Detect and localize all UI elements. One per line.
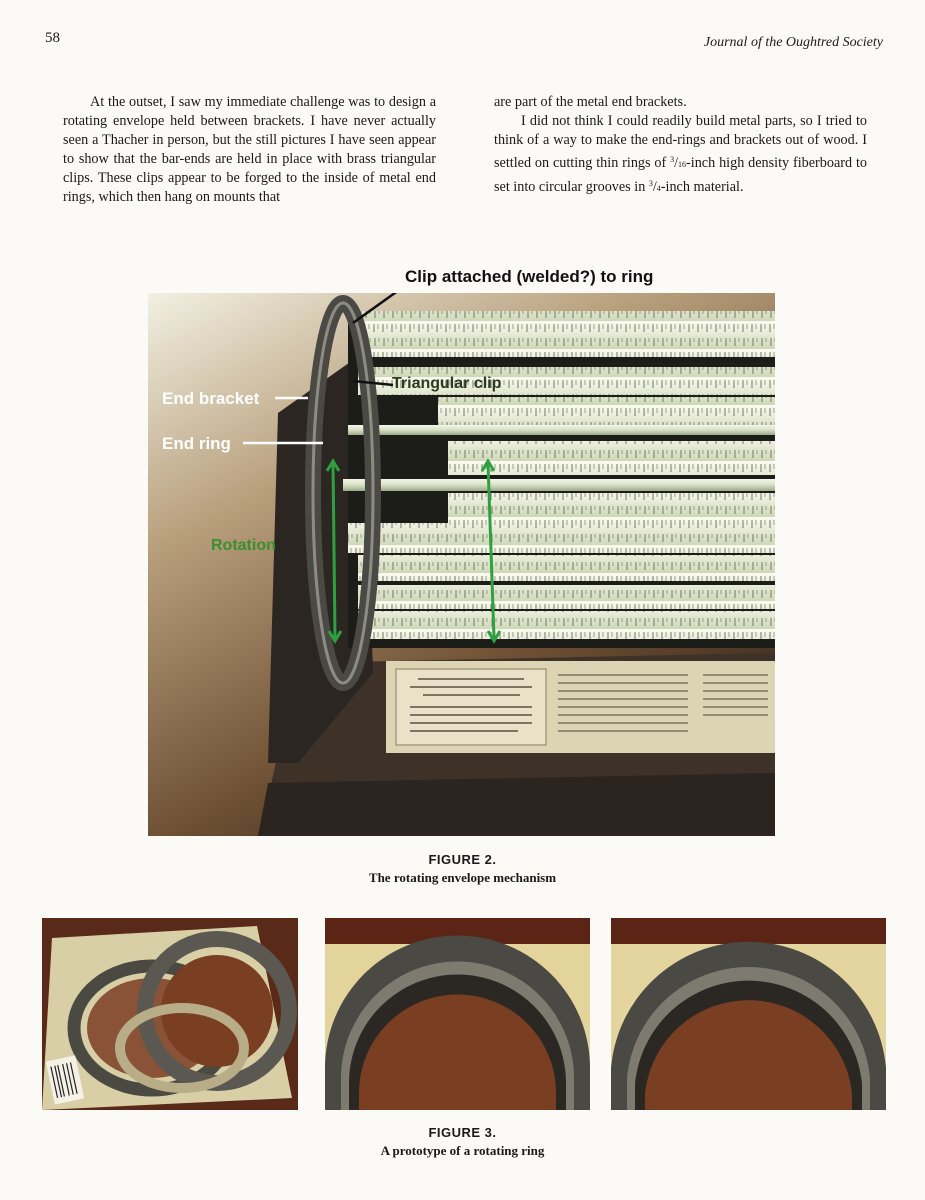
body-column-right	[494, 93, 867, 198]
figure3-title: A prototype of a rotating ring	[380, 1143, 545, 1158]
figure3-photo-ring-closeup-1	[325, 918, 590, 1110]
annotation-rotation: Rotation	[211, 537, 276, 554]
figure3-photo-ring-closeup-2	[611, 918, 886, 1110]
body-paragraph: I did not think I could readily build metal parts, so I tried to think of a way to make the end-rings and brackets out of wood. I settled on cutting thin rings of $^3$/16-inch high density fiberboard to set into circular grooves in $^3$/4-inch material.	[494, 113, 867, 195]
figure2-title: The rotating envelope mechanism	[368, 870, 557, 885]
figure2-label: FIGURE 2.	[428, 852, 497, 867]
body-paragraph: At the outset, I saw my immediate challenge was to design a rotating envelope held between brackets. I have never actually seen a Thacher in person, but the still pictures I have seen appear to show that the bar-ends are held in place with brass triangular clips. These clips appear to be forged to the inside of metal end rings, which then hang on mounts that	[63, 94, 436, 205]
fraction-denominator: 16	[678, 160, 687, 169]
fraction-numerator: 3	[648, 179, 653, 188]
annotation-end-bracket: End bracket	[162, 389, 260, 408]
fraction-denominator: 4	[656, 184, 661, 193]
figure3-photo-rings	[42, 918, 298, 1110]
journal-running-head: Journal of the Oughtred Society	[703, 35, 883, 50]
fraction-numerator: 3	[670, 155, 675, 164]
body-paragraph-continuation: are part of the metal end brackets.	[494, 94, 687, 110]
figure3-label: FIGURE 3.	[428, 1125, 497, 1140]
figure2-caption	[0, 852, 925, 886]
annotation-triangular-clip: Triangular clip	[392, 375, 502, 392]
annotation-end-ring: End ring	[162, 434, 231, 453]
body-column-left	[63, 93, 436, 207]
annotation-clip-attached: Clip attached (welded?) to ring	[405, 267, 654, 286]
page-number: 58	[45, 30, 60, 46]
figure3-caption	[0, 1125, 925, 1159]
